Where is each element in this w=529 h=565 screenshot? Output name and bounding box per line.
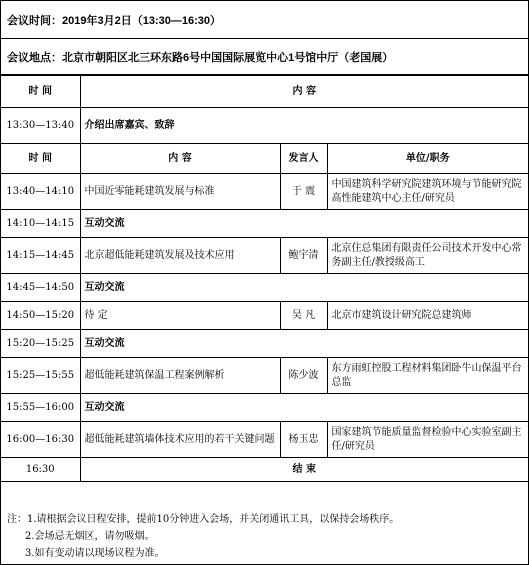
table-row <box>1 302 528 330</box>
header2-time: 时 间 <box>1 144 80 174</box>
note-line: 2.会场忌无烟区，请勿吸烟。 <box>25 531 155 542</box>
row-time: 14:15—14:45 <box>1 238 80 274</box>
table-row <box>1 274 528 302</box>
closing-time: 16:30 <box>1 458 80 482</box>
row-time: 15:25—15:55 <box>1 358 80 394</box>
table-row <box>1 422 528 458</box>
header-row-1 <box>1 76 528 108</box>
row-content: 超低能耗建筑保温工程案例解析 <box>80 358 280 394</box>
table-row <box>1 394 528 422</box>
header2-content: 内 容 <box>80 144 280 174</box>
row-content: 中国近零能耗建筑发展与标准 <box>80 174 280 210</box>
table-row <box>1 330 528 358</box>
row-time: 13:40—14:10 <box>1 174 80 210</box>
row-unit: 国家建筑节能质量监督检验中心实验室副主任/研究员 <box>327 422 528 458</box>
opening-row <box>1 108 528 144</box>
row-time: 14:10—14:15 <box>1 210 80 238</box>
table-row <box>1 174 528 210</box>
row-time: 14:50—15:20 <box>1 302 80 330</box>
row-time: 15:20—15:25 <box>1 330 80 358</box>
row-speaker: 杨玉忠 <box>280 422 327 458</box>
table-row <box>1 238 528 274</box>
closing-content: 结 束 <box>80 458 528 482</box>
note-line: 3.如有变动请以现场议程为准。 <box>25 548 165 559</box>
header2-unit: 单位/职务 <box>327 144 528 174</box>
row-content: 互动交流 <box>80 274 528 302</box>
row-unit: 东方雨虹控股工程材料集团卧牛山保温平台总监 <box>327 358 528 394</box>
header-time: 时 间 <box>1 76 80 108</box>
row-content: 超低能耗建筑墙体技术应用的若干关键问题 <box>80 422 280 458</box>
row-content: 互动交流 <box>80 394 528 422</box>
row-speaker: 鲍宇清 <box>280 238 327 274</box>
row-unit: 北京住总集团有限责任公司技术开发中心常务副主任/教授级高工 <box>327 238 528 274</box>
row-speaker: 吴 凡 <box>280 302 327 330</box>
meeting-place: 会议地点：北京市朝阳区北三环东路6号中国国际展览中心1号馆中厅（老国展） <box>1 39 528 75</box>
agenda-table <box>1 75 528 482</box>
row-time: 16:00—16:30 <box>1 422 80 458</box>
row-speaker: 于 震 <box>280 174 327 210</box>
closing-row <box>1 458 528 482</box>
table-row <box>1 358 528 394</box>
header2-speaker: 发言人 <box>280 144 327 174</box>
opening-time: 13:30—13:40 <box>1 108 80 144</box>
row-time: 15:55—16:00 <box>1 394 80 422</box>
row-time: 14:45—14:50 <box>1 274 80 302</box>
meeting-time: 会议时间：2019年3月2日（13:30—16:30） <box>1 1 528 39</box>
row-content: 互动交流 <box>80 210 528 238</box>
notes <box>1 511 528 562</box>
row-unit: 北京市建筑设计研究院总建筑师 <box>327 302 528 330</box>
row-content: 北京超低能耗建筑发展及技术应用 <box>80 238 280 274</box>
table-row <box>1 210 528 238</box>
note-line: 注：1.请根据会议日程安排，提前10分钟进入会场，并关闭通讯工具，以保持会场秩序。 <box>7 514 400 525</box>
row-speaker: 陈少波 <box>280 358 327 394</box>
row-unit: 中国建筑科学研究院建筑环境与节能研究院高性能建筑中心主任/研究员 <box>327 174 528 210</box>
row-content: 待 定 <box>80 302 280 330</box>
opening-content: 介绍出席嘉宾、致辞 <box>80 108 528 144</box>
header-content: 内 容 <box>80 76 528 108</box>
header-row-2 <box>1 144 528 174</box>
row-content: 互动交流 <box>80 330 528 358</box>
